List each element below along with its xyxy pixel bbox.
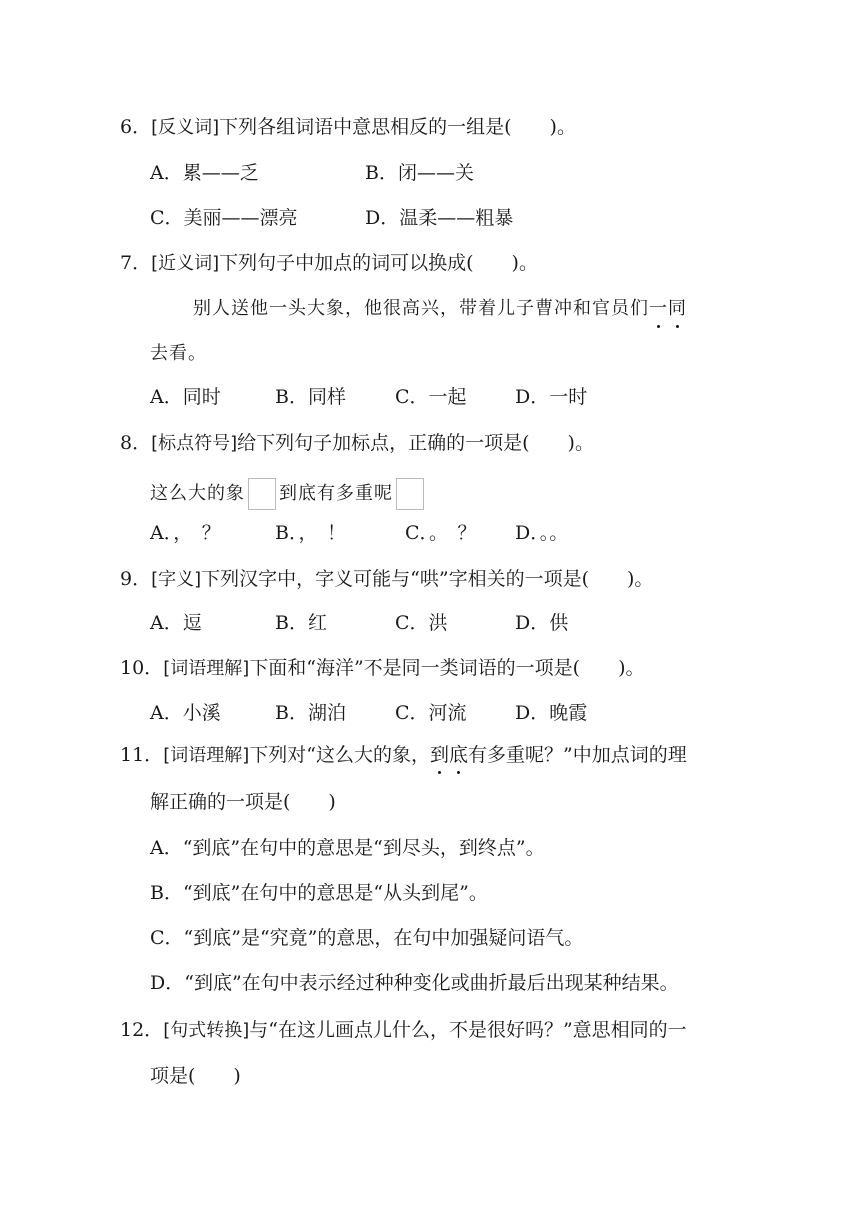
sentence-text: 这么大的象 [150, 483, 245, 504]
question-stem: 有多重呢？”中加点词的理 [467, 744, 687, 766]
option-b: B．湖泊 [275, 702, 346, 724]
question-number: 10． [120, 657, 164, 679]
option-a: A．， ？ [150, 522, 221, 544]
answer-box[interactable] [396, 478, 424, 510]
sentence-text: 到底有多重呢 [279, 483, 393, 504]
option-c: C．一起 [395, 386, 467, 408]
dotted-char: 一 [649, 296, 668, 322]
question-tag: [句式转换] [163, 1020, 250, 1041]
option-a: A．累——乏 [150, 162, 259, 184]
question-tag: [词语理解] [163, 745, 250, 766]
option-d: D．。。 [515, 522, 569, 544]
question-number: 9． [120, 568, 152, 590]
option-a: A．同时 [150, 386, 221, 408]
option-b: B．闭——关 [365, 162, 474, 184]
question-number: 7． [120, 252, 152, 274]
option-a: A．小溪 [150, 702, 221, 724]
question-8 [120, 430, 594, 457]
question-stem: 下列汉字中，字义可能与“哄”字相关的一项是( )。 [201, 568, 654, 590]
option-a: A．逗 [150, 612, 202, 634]
option-c: C．洪 [395, 612, 448, 634]
question-number: 11． [120, 744, 164, 766]
answer-box[interactable] [248, 478, 276, 510]
option-c: C．河流 [395, 702, 467, 724]
question-tag: [反义词] [151, 117, 220, 138]
question-tag: [词语理解] [163, 658, 250, 679]
question-11 [120, 742, 687, 769]
question-stem: 下列对“这么大的象， [249, 744, 430, 766]
option-b: B．红 [275, 612, 327, 634]
option-b: B．， ！ [275, 522, 346, 544]
option-d: D．供 [515, 612, 569, 634]
question-10 [120, 655, 645, 682]
question-number: 8． [120, 432, 152, 454]
option-d: D．“到底”在句中表示经过种种变化或曲折最后出现某种结果。 [150, 972, 679, 994]
question-tag: [近义词] [151, 253, 220, 274]
question-7 [120, 250, 538, 277]
option-c: C．“到底”是“究竟”的意思，在句中加强疑问语气。 [150, 927, 584, 949]
dotted-char: 底 [448, 744, 468, 766]
sentence-text: 别人送他一头大象，他很高兴，带着儿子曹冲和官员们 [193, 298, 649, 319]
question-number: 6． [120, 116, 152, 138]
question-stem: 下面和“海洋”不是同一类词语的一项是( )。 [249, 657, 645, 679]
question-12 [120, 1017, 687, 1044]
dotted-char: 到 [429, 744, 449, 766]
option-b: B．同样 [275, 386, 346, 408]
question-tag: [标点符号] [151, 433, 238, 454]
question-tag: [字义] [151, 569, 202, 590]
sentence-continuation: 去看。 [150, 343, 207, 364]
option-c: C．。 ？ [405, 522, 477, 544]
option-d: D．一时 [515, 386, 588, 408]
question-stem: 与“在这儿画点儿什么，不是很好吗？”意思相同的一 [249, 1019, 687, 1041]
option-c: C．美丽——漂亮 [150, 207, 298, 229]
quoted-sentence [193, 296, 687, 322]
question-stem: 给下列句子加标点，正确的一项是( )。 [237, 432, 594, 454]
option-d: D．晚霞 [515, 702, 588, 724]
punctuation-sentence [150, 478, 427, 510]
dotted-char: 同 [668, 296, 687, 322]
question-stem-continued: 解正确的一项是( ) [150, 791, 336, 813]
question-number: 12． [120, 1019, 164, 1041]
option-b: B．“到底”在句中的意思是“从头到尾”。 [150, 882, 488, 904]
question-stem: 下列句子中加点的词可以换成( )。 [219, 252, 538, 274]
question-stem: 下列各组词语中意思相反的一组是( )。 [219, 116, 576, 138]
question-9 [120, 566, 653, 593]
option-d: D．温柔——粗暴 [365, 207, 514, 229]
question-stem-continued: 项是( ) [150, 1065, 241, 1087]
option-a: A．“到底”在句中的意思是“到尽头，到终点”。 [150, 837, 545, 859]
question-6 [120, 114, 576, 141]
